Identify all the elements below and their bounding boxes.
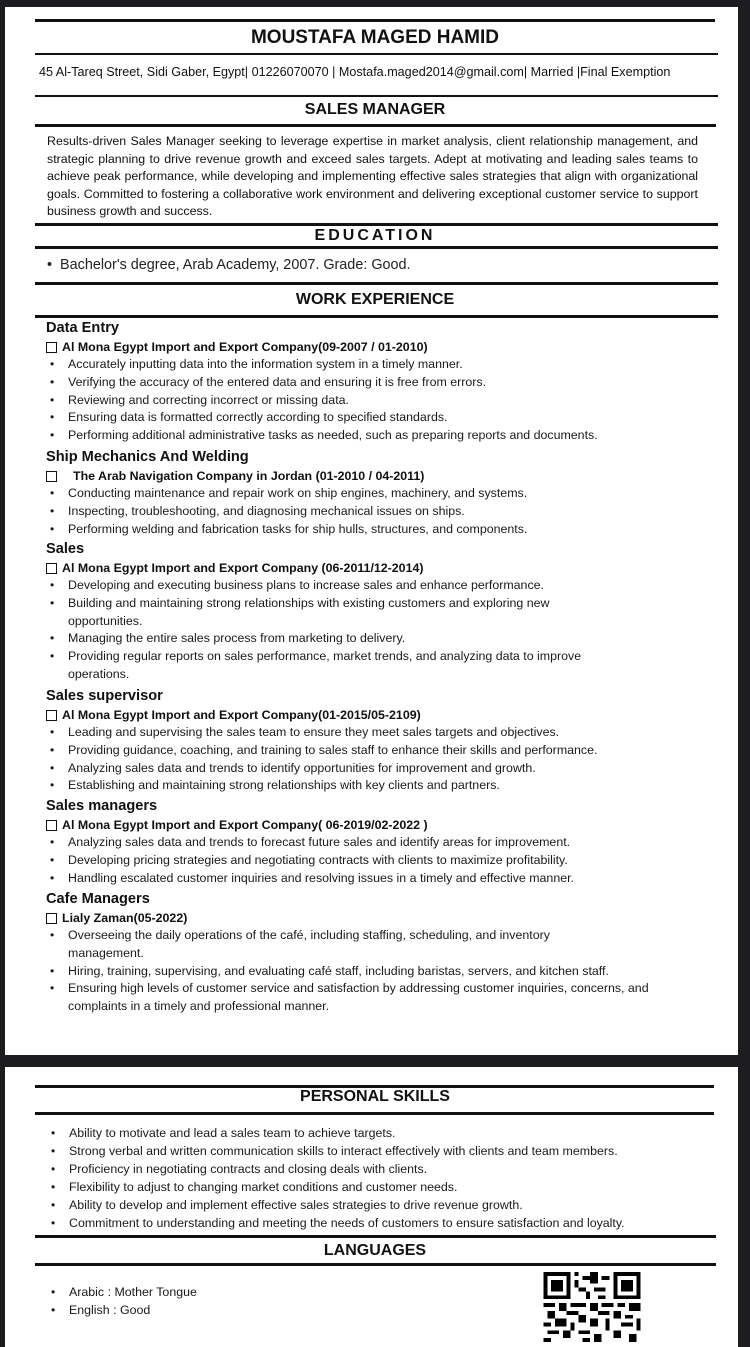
divider xyxy=(35,95,718,97)
divider xyxy=(35,19,715,22)
job-duties xyxy=(46,485,698,538)
job-title: Data Entry xyxy=(46,320,119,336)
divider xyxy=(35,315,718,318)
divider xyxy=(35,223,718,226)
job-title: Sales xyxy=(46,541,85,557)
qr-code-icon[interactable] xyxy=(542,1272,642,1342)
company-line xyxy=(46,816,698,834)
skill-item: • Proficiency in negotiating contracts and closing deals with clients. xyxy=(47,1160,718,1178)
skill-item: • Commitment to understanding and meeting the needs of customers to ensure satisfaction and loyalty. xyxy=(47,1214,718,1232)
company-name: Al Mona Egypt Import and Export Company(09-2007 / 01-2010) xyxy=(62,340,428,354)
divider xyxy=(35,1263,716,1266)
divider xyxy=(35,124,716,127)
skill-item: • Strong verbal and written communication skills to interact effectively with clients and team members. xyxy=(47,1142,718,1160)
work-experience-heading: WORK EXPERIENCE xyxy=(295,291,455,308)
duty-item: • Analyzing sales data and trends to identify opportunities for improvement and growth. xyxy=(46,760,698,778)
duty-item: • Developing and executing business plans to increase sales and enhance performance. xyxy=(46,577,606,595)
company-line xyxy=(46,338,698,356)
company-name: Al Mona Egypt Import and Export Company (06-2011/12-2014) xyxy=(62,561,424,575)
resume-page-2 xyxy=(5,1067,738,1347)
duty-item: • Handling escalated customer inquiries and resolving issues in a timely and effective manner. xyxy=(46,870,698,888)
job-duties xyxy=(46,834,698,887)
checkbox-icon xyxy=(46,563,57,574)
skill-item: • Ability to develop and implement effective sales strategies to drive revenue growth. xyxy=(47,1196,718,1214)
duty-item: • Analyzing sales data and trends to forecast future sales and identify areas for improvement. xyxy=(46,834,698,852)
duty-item: • Conducting maintenance and repair work on ship engines, machinery, and systems. xyxy=(46,485,698,503)
duty-item: • Establishing and maintaining strong relationships with key clients and partners. xyxy=(46,777,698,795)
duty-item: • Performing additional administrative tasks as needed, such as preparing reports and documents. xyxy=(46,427,698,445)
education-heading: EDUCATION xyxy=(314,227,436,244)
divider xyxy=(35,53,718,55)
skill-item: • Flexibility to adjust to changing market conditions and customer needs. xyxy=(47,1178,718,1196)
skills-list xyxy=(47,1124,718,1232)
job-entry xyxy=(46,890,698,1016)
duty-item: • Managing the entire sales process from marketing to delivery. xyxy=(46,630,606,648)
duty-item: • Performing welding and fabrication tasks for ship hulls, structures, and components. xyxy=(46,521,698,539)
divider xyxy=(35,282,718,285)
languages-heading: LANGUAGES xyxy=(323,1242,427,1259)
resume-page-1 xyxy=(5,7,738,1055)
company-name: The Arab Navigation Company in Jordan (01-2010 / 04-2011) xyxy=(73,469,425,483)
job-entry xyxy=(46,540,698,684)
company-line xyxy=(46,909,698,927)
company-name: Al Mona Egypt Import and Export Company( 06-2019/02-2022 ) xyxy=(62,818,428,832)
duty-item: • Leading and supervising the sales team to ensure they meet sales targets and objectives. xyxy=(46,724,698,742)
job-title: Ship Mechanics And Welding xyxy=(46,449,249,465)
job-duties xyxy=(46,927,686,1016)
checkbox-icon xyxy=(46,913,57,924)
duty-item: • Building and maintaining strong relationships with existing customers and exploring new opportunities. xyxy=(46,595,606,631)
job-entry xyxy=(46,797,698,887)
divider xyxy=(35,1235,716,1238)
checkbox-icon xyxy=(46,342,57,353)
divider xyxy=(35,246,718,249)
education-text: Bachelor's degree, Arab Academy, 2007. Grade: Good. xyxy=(60,257,411,273)
duty-item: • Verifying the accuracy of the entered data and ensuring it is free from errors. xyxy=(46,374,698,392)
job-entry xyxy=(46,448,698,538)
personal-skills-heading: PERSONAL SKILLS xyxy=(300,1088,450,1105)
candidate-name: MOUSTAFA MAGED HAMID xyxy=(250,27,500,48)
job-duties xyxy=(46,577,606,684)
duty-item: • Inspecting, troubleshooting, and diagnosing mechanical issues on ships. xyxy=(46,503,698,521)
job-title: Sales managers xyxy=(46,798,158,814)
company-line xyxy=(46,559,698,577)
education-item: • Bachelor's degree, Arab Academy, 2007. Grade: Good. xyxy=(47,257,411,273)
duty-item: • Providing regular reports on sales performance, market trends, and analyzing data to improve operations. xyxy=(46,648,606,684)
checkbox-icon xyxy=(46,710,57,721)
checkbox-icon xyxy=(46,820,57,831)
company-name: Lialy Zaman(05-2022) xyxy=(62,911,188,925)
contact-line: 45 Al-Tareq Street, Sidi Gaber, Egypt| 01226070070 | Mostafa.maged2014@gmail.com| Married |Final Exemption xyxy=(39,65,671,79)
languages-list xyxy=(47,1284,197,1320)
job-duties xyxy=(46,724,698,795)
job-entry xyxy=(46,687,698,795)
job-title: Sales supervisor xyxy=(46,688,163,704)
duty-item: • Overseeing the daily operations of the café, including staffing, scheduling, and inventory management. xyxy=(46,927,608,963)
duty-item: • Developing pricing strategies and negotiating contracts with clients to maximize profitability. xyxy=(46,852,698,870)
job-title: Cafe Managers xyxy=(46,891,150,907)
duty-item: • Ensuring high levels of customer service and satisfaction by addressing customer inquiries, concerns, and complaints in a timely and professional manner. xyxy=(46,980,686,1016)
language-item: • English : Good xyxy=(47,1302,197,1320)
language-item: • Arabic : Mother Tongue xyxy=(47,1284,197,1302)
company-line xyxy=(46,467,698,485)
company-name: Al Mona Egypt Import and Export Company(01-2015/05-2109) xyxy=(62,708,421,722)
job-duties xyxy=(46,356,698,445)
duty-item: • Accurately inputting data into the information system in a timely manner. xyxy=(46,356,698,374)
divider xyxy=(35,1112,714,1115)
duty-item: • Providing guidance, coaching, and training to sales staff to enhance their skills and performance. xyxy=(46,742,698,760)
checkbox-icon xyxy=(46,471,57,482)
role-title: SALES MANAGER xyxy=(304,101,446,118)
skill-item: • Ability to motivate and lead a sales team to achieve targets. xyxy=(47,1124,718,1142)
duty-item: • Reviewing and correcting incorrect or missing data. xyxy=(46,392,698,410)
duty-item: • Ensuring data is formatted correctly according to specified standards. xyxy=(46,409,698,427)
professional-summary: Results-driven Sales Manager seeking to leverage expertise in market analysis, client relationship management, and strategic planning to drive revenue growth and exceed sales targets. Adept at motivating and leading sales teams to achieve peak performance, while developing and implementing effective sales strategies that align with organizational goals. Committed to fostering a collaborative work environment and delivering exceptional customer service to support business growth and success. xyxy=(47,134,698,219)
company-line xyxy=(46,706,698,724)
job-entry xyxy=(46,319,698,445)
duty-item: • Hiring, training, supervising, and evaluating café staff, including baristas, servers, and kitchen staff. xyxy=(46,963,686,981)
